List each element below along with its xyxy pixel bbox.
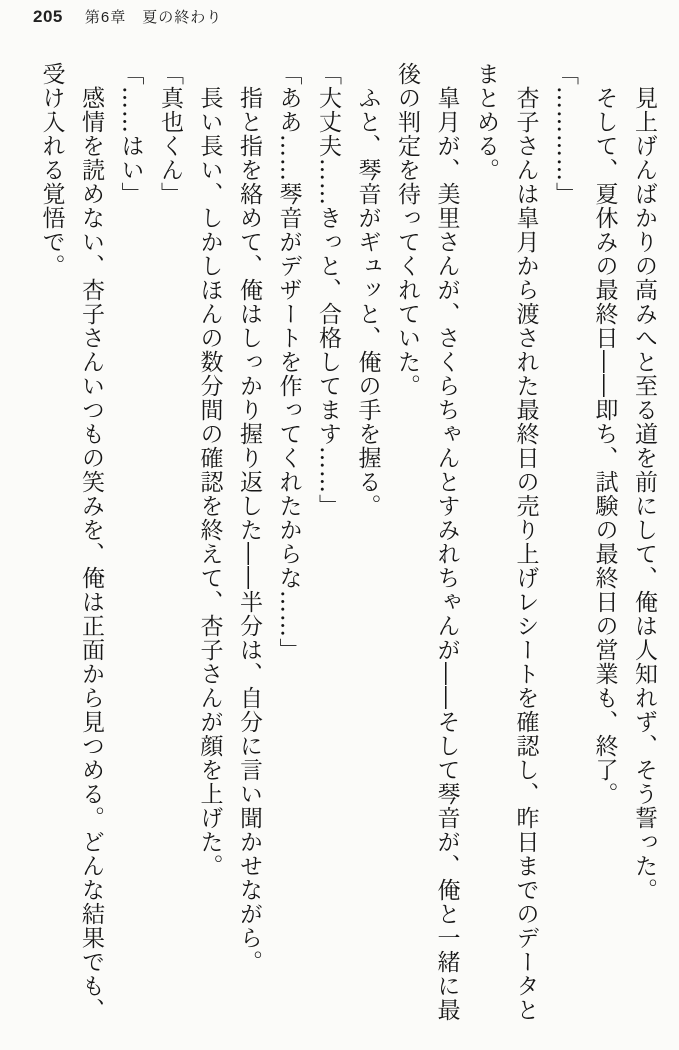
page-text [23,62,663,1028]
paragraph: ふと、琴音がギュッと、俺の手を握る。 [354,86,381,518]
paragraph: 長い長い、しかしほんの数分間の確認を終えて、杏子さんが顔を上げた。 [196,86,223,878]
paragraph: 見上げんばかりの高みへと至る道を前にして、俺は人知れず、そう誓った。 [631,86,657,902]
paragraph: 皐月が、美里さんが、さくらちゃんとすみれちゃんが――そして琴音が、俺と一緒に最後の判定を待ってくれていた。 [394,62,460,1022]
page-header [33,6,222,27]
paragraph-dialogue: 「……はい」 [117,62,144,206]
paragraph-dialogue: 「大丈夫……きっと、合格してます……」 [315,62,341,518]
paragraph: そして、夏休みの最終日――即ち、試験の最終日の営業も、終了。 [591,86,618,806]
chapter-title: 第6章 夏の終わり [84,9,223,26]
paragraph-dialogue: 「…………」 [552,62,578,206]
page-number: 205 [33,7,63,26]
paragraph-dialogue: 「ああ……琴音がデザートを作ってくれたからな……」 [275,62,302,662]
paragraph: 指と指を絡めて、俺はしっかり握り返した――半分は、自分に言い聞かせながら。 [236,86,262,974]
paragraph: 杏子さんは皐月から渡された最終日の売り上げレシートを確認し、昨日までのデータとまとめる。 [473,62,539,1022]
paragraph: 感情を読めない、杏子さんいつもの笑みを、俺は正面から見つめる。どんな結果でも、受け入れる覚悟で。 [38,62,104,1022]
paragraph-dialogue: 「真也くん」 [157,62,183,206]
